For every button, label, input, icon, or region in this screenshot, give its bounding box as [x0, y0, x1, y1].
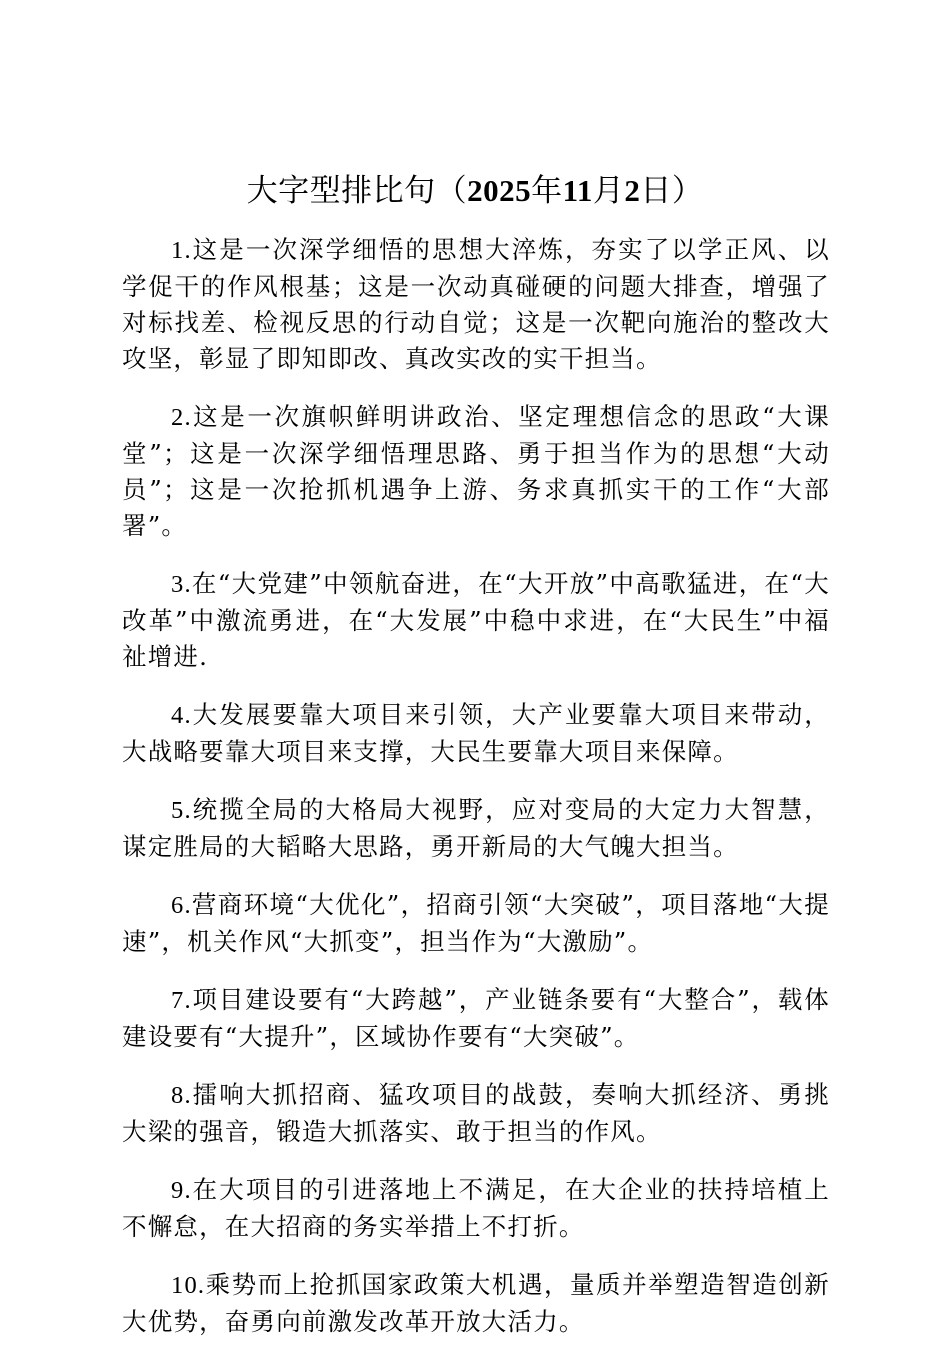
paragraph-index: 4. [171, 702, 192, 729]
paragraph-text: 这是一次深学细悟的思想大淬炼，夯实了以学正风、以学促干的作风根基；这是一次动真碰硬的问题大排查，增强了对标找差、检视反思的行动自觉；这是一次靶向施治的整改大攻坚，彰显了即知即改、真改实改的实干担当。 [122, 235, 830, 373]
page-title [0, 166, 950, 216]
paragraph-index: 3. [171, 571, 192, 598]
paragraph-index: 5. [171, 797, 192, 824]
paragraph-1 [122, 232, 830, 377]
paragraph-10 [122, 1267, 830, 1340]
paragraph-text: 这是一次旗帜鲜明讲政治、坚定理想信念的思政“大课堂”；这是一次深学细悟理思路、勇于担当作为的思想“大动员”；这是一次抢抓机遇争上游、务求真抓实干的工作“大部署”。 [122, 402, 830, 540]
paragraph-text: 项目建设要有“大跨越”，产业链条要有“大整合”，载体建设要有“大提升”，区域协作要有“大突破”。 [122, 985, 830, 1051]
paragraph-index: 8. [171, 1082, 192, 1109]
paragraph-text: 在“大党建”中领航奋进，在“大开放”中高歌猛进，在“大改革”中激流勇进，在“大发展”中稳中求进，在“大民生”中福祉增进. [122, 569, 830, 671]
title-suffix: 日） [640, 173, 704, 209]
paragraph-text: 乘势而上抢抓国家政策大机遇，量质并举塑造智造创新大优势，奋勇向前激发改革开放大活力。 [122, 1270, 830, 1336]
paragraph-2 [122, 399, 830, 544]
title-prefix: 大字型排比句（ [246, 173, 468, 209]
paragraph-3 [122, 566, 830, 675]
paragraph-text: 营商环境“大优化”，招商引领“大突破”，项目落地“大提速”，机关作风“大抓变”，担当作为“大激励”。 [122, 890, 830, 956]
paragraph-6 [122, 887, 830, 960]
paragraph-8 [122, 1077, 830, 1150]
paragraph-index: 10. [171, 1272, 206, 1299]
title-month-char: 月 [592, 173, 625, 209]
paragraph-7 [122, 982, 830, 1055]
paragraph-index: 1. [171, 237, 192, 264]
paragraph-index: 7. [171, 987, 192, 1014]
title-year-char: 年 [531, 173, 563, 209]
paragraph-text: 在大项目的引进落地上不满足，在大企业的扶持培植上不懈怠，在大招商的务实举措上不打折。 [122, 1175, 830, 1241]
paragraph-index: 2. [171, 404, 192, 431]
paragraph-text: 擂响大抓招商、猛攻项目的战鼓，奏响大抓经济、勇挑大梁的强音，锻造大抓落实、敢于担当的作风。 [122, 1080, 830, 1146]
paragraph-index: 6. [171, 892, 192, 919]
title-day: 2 [624, 173, 641, 208]
paragraph-index: 9. [171, 1177, 192, 1204]
paragraph-5 [122, 792, 830, 865]
paragraph-4 [122, 697, 830, 770]
document-body [122, 232, 830, 1362]
paragraph-text: 统揽全局的大格局大视野，应对变局的大定力大智慧，谋定胜局的大韬略大思路，勇开新局的大气魄大担当。 [122, 795, 830, 861]
title-month: 11 [562, 173, 593, 208]
title-year: 2025 [467, 173, 532, 208]
paragraph-text: 大发展要靠大项目来引领，大产业要靠大项目来带动，大战略要靠大项目来支撑，大民生要靠大项目来保障。 [122, 700, 830, 766]
paragraph-9 [122, 1172, 830, 1245]
